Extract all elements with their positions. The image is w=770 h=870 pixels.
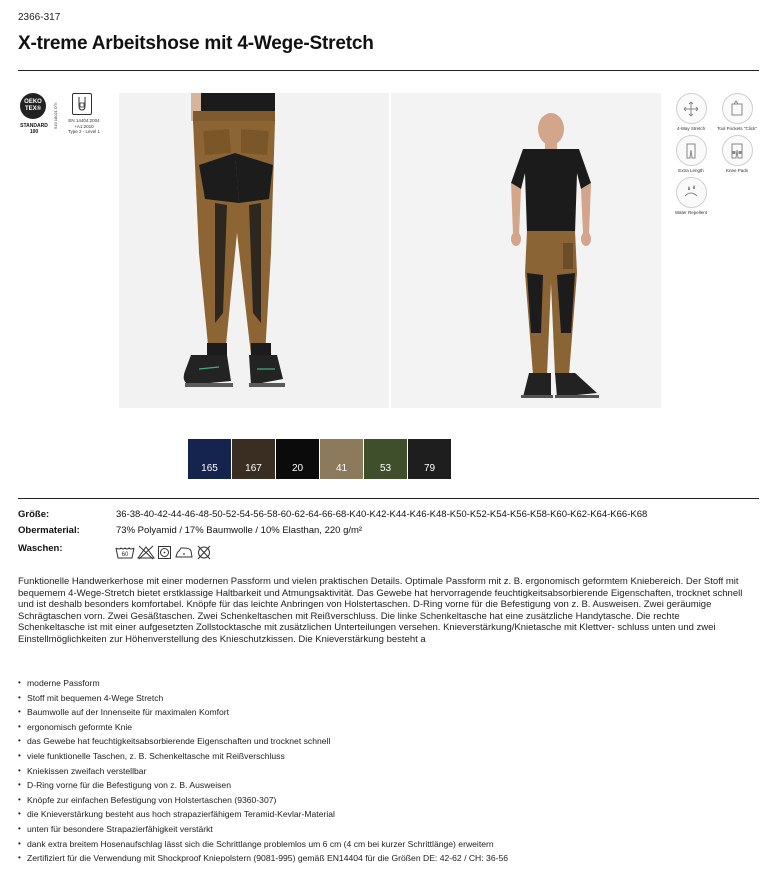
product-sku: 2366-317 [18,12,61,23]
knee-pads-icon [722,135,753,166]
list-item: • moderne Passform [18,676,508,691]
en-standard-text [66,118,102,135]
list-item: • Kniekissen zweifach verstellbar [18,764,508,779]
feature-water-repellent [671,177,711,215]
oeko-tex-number: 919 18021 DTI [53,102,58,129]
swatch-code: 165 [201,463,218,474]
oeko-tex-logo: OEKO TEX® [20,93,46,119]
feature-label: Water Repellent [674,210,708,215]
list-item: • unten für besondere Strapazierfähigkeit verstärkt [18,822,508,837]
feature-knee-pads [717,135,757,173]
swatch-code: 79 [423,463,436,474]
swatch-code: 53 [379,463,392,474]
tumble-dry-icon [157,545,172,560]
certificates [20,93,110,143]
list-item: • das Gewebe hat feuchtigkeitsabsorbierende Eigenschaften und trocknet schnell [18,734,508,749]
product-photo-back [119,93,389,408]
list-item: • Knöpfe zur einfachen Befestigung von Holstertaschen (9360-307) [18,793,508,808]
water-repellent-icon [676,177,707,208]
specs-divider [18,498,759,499]
no-bleach-icon [137,545,155,560]
spec-value: 36-38-40-42-44-46-48-50-52-54-56-58-60-62-64-66-68-K40-K42-K44-K46-K48-K50-K52-K54-K56-K58-K60-K62-K64-K66-K68 [116,509,648,520]
color-swatch[interactable] [408,439,451,479]
wash-temp: 60 [121,552,129,558]
list-item: • dank extra breitem Hosenaufschlag lässt sich die Schrittlange problemlos um 6 cm (4 cm bei kurzer Schrittlänge) erweitern [18,837,508,852]
feature-label: Tool Pockets "Click" [717,126,757,131]
color-swatches [188,439,451,479]
feature-label: 4-Way Stretch [676,126,706,131]
spec-value: 73% Polyamid / 17% Baumwolle / 10% Elasthan, 220 g/m² [116,525,363,536]
color-swatch[interactable] [276,439,319,479]
iron-icon [174,545,194,560]
list-item: • ergonomisch geformte Knie [18,720,508,735]
stretch-icon [676,93,707,124]
spec-label: Waschen: [18,543,63,554]
product-title: X-treme Arbeitshose mit 4-Wege-Stretch [18,33,374,54]
knee-protection-icon [72,93,92,115]
swatch-code: 167 [245,463,262,474]
color-swatch[interactable] [364,439,407,479]
swatch-code: 20 [291,463,304,474]
wash-60-icon [115,545,135,560]
no-dry-clean-icon [196,545,212,560]
tool-pocket-icon [722,93,753,124]
extra-length-icon [676,135,707,166]
list-item: • Stoff mit bequemen 4-Wege Stretch [18,691,508,706]
oeko-tex-standard: STANDARD 100 [20,123,48,135]
list-item: • Baumwolle auf der Innenseite für maximalen Komfort [18,705,508,720]
en-type: Type 2 - Level 1 [67,129,101,134]
list-item: • D-Ring vorne für die Befestigung von z. B. Ausweisen [18,778,508,793]
list-item: • Zertifiziert für die Verwendung mit Shockproof Kniepolstern (9081-995) gemäß EN14404 für die Größen DE: 42-62 / CH: 36-56 [18,851,508,866]
color-swatch[interactable] [188,439,231,479]
care-symbols [115,545,212,560]
feature-4-way-stretch [671,93,711,131]
en-standard: EN 14404:2004 +A1:2010 [68,118,100,129]
product-description: Funktionelle Handwerkerhose mit einer modernen Passform und vielen praktischen Details. Optimale Passform mit z. B. ergonomisch geformtem Kniebereich. Der Stoff mit bequemem 4-Wege-Stretch bietet erstklassige Haltbarkeit und Atmungsaktivität. Das Gewebe hat hervorragende feuchtigkeitsabsorbierende Eigenschaften, trocknet schnell und ist deshalb besonders komfortabel. Knöpfe für das leichte Anbringen von Holstertaschen. D-Ring vorne für die Befestigung von z. B. Ausweisen. Zwei geräumige Schrägtaschen vorn. Zwei Gesäßtaschen. Zwei Schenkeltaschen mit Reißverschluss. Die linke Schenkeltasche hat eine zusätzliche Handytasche. Die rechte Schenkeltasche ist mit einer aufgesetzten Zollstocktasche mit zusätzlichen Unterteilungen versehen. Knieverstärkung/Knietasche mit Klettver- schluss unten und zwei Einstellmöglichkeiten zur Höhenverstellung des Knieschutzkissen. Die Knieverstärkung besteht a [18,576,743,645]
spec-label: Obermaterial: [18,525,80,536]
spec-label: Größe: [18,509,50,520]
color-swatch[interactable] [232,439,275,479]
swatch-code: 41 [335,463,348,474]
list-item: • viele funktionelle Taschen, z. B. Schenkeltasche mit Reißverschluss [18,749,508,764]
feature-tool-pockets [717,93,757,131]
product-photo-front [391,93,661,408]
feature-list [18,676,508,866]
color-swatch[interactable] [320,439,363,479]
feature-label: Extra Length [678,168,704,173]
list-item: • die Knieverstärkung besteht aus hoch strapazierfähigem Teramid-Kevlar-Material [18,807,508,822]
header-divider [18,70,759,71]
feature-label: Knee Pads [725,168,749,173]
feature-extra-length [671,135,711,173]
